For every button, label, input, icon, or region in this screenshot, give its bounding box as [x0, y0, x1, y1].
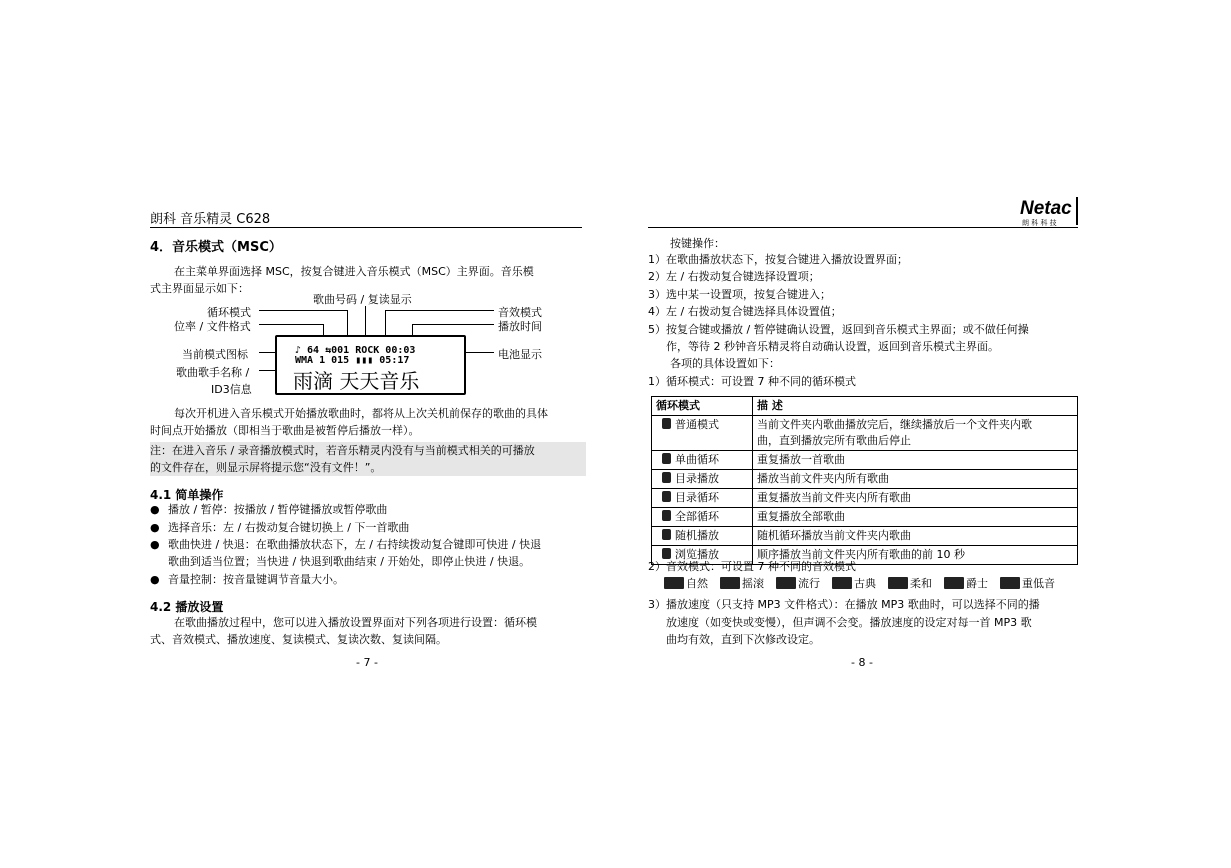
eq-mode-item [832, 577, 876, 590]
mode-label: 全部循环 [675, 510, 719, 523]
p42-line2: 式、音效模式、播放速度、复读模式、复读次数、复读间隔。 [150, 633, 447, 646]
settings-intro: 各项的具体设置如下： [670, 357, 780, 370]
bullet-dot: ● [150, 573, 160, 586]
speed-line2: 放速度（如变快或变慢），但声调不会变。播放速度的设定对每一首 MP3 歌 [666, 616, 1032, 629]
leader-bitrate [259, 324, 323, 325]
left-page-number: - 7 - [356, 656, 378, 669]
mode-cell [652, 527, 753, 546]
desc-line: 重复播放一首歌曲 [757, 453, 845, 466]
eq-mode-icon [944, 577, 964, 589]
speed-line1: 3）播放速度（只支持 MP3 文件格式）：在播放 MP3 歌曲时，可以选择不同的播 [648, 598, 1040, 611]
loop-mode-icon [662, 472, 671, 483]
eq-mode-list [664, 575, 1067, 592]
desc-cell [753, 527, 1078, 546]
lcd-screen [275, 335, 466, 395]
table-row [652, 489, 1078, 508]
desc-line: 随机循环播放当前文件夹内歌曲 [757, 529, 911, 542]
subheading-4-1: 4.1 简单操作 [150, 488, 224, 502]
mode-cell [652, 416, 753, 451]
mode-label: 目录播放 [675, 472, 719, 485]
p42-line1: 在歌曲播放过程中，您可以进入播放设置界面对下列各项进行设置：循环模 [174, 616, 537, 629]
speed-line3: 曲均有效，直到下次修改设定。 [666, 633, 820, 646]
subheading-4-2: 4.2 播放设置 [150, 600, 224, 614]
logo-subtitle: 朗 科 科 技 [1022, 219, 1057, 227]
intro-line2: 式主界面显示如下： [150, 282, 249, 295]
loop-modes-table [651, 396, 1078, 565]
desc-line: 当前文件夹内歌曲播放完后，继续播放后一个文件夹内歌 [757, 418, 1032, 431]
desc-line: 顺序播放当前文件夹内所有歌曲的前 10 秒 [757, 548, 965, 561]
op-3: 3）选中某一设置项，按复合键进入； [648, 288, 831, 301]
bullet-text: 音量控制：按音量键调节音量大小。 [168, 573, 344, 586]
right-header-rule [648, 227, 1078, 228]
eq-mode-item [664, 577, 708, 590]
label-bitrate: 位率 / 文件格式 [174, 320, 251, 333]
eq-mode-icon [720, 577, 740, 589]
bullet-text: 歌曲快进 / 快退：在歌曲播放状态下，左 / 右持续拨动复合键即可快进 / 快退 [168, 538, 542, 551]
desc-line: 曲，直到播放完所有歌曲后停止 [757, 434, 911, 447]
th-desc: 描 述 [753, 397, 1078, 416]
lcd-status-row-2: WMA 1 015 ▮▮▮ 05:17 [295, 355, 410, 366]
label-track-repeat: 歌曲号码 / 复读显示 [313, 293, 412, 306]
mode-cell [652, 451, 753, 470]
eq-mode-icon [664, 577, 684, 589]
mode-cell [652, 489, 753, 508]
th-mode: 循环模式 [652, 397, 753, 416]
lcd-status-row-1: ♪ 64 ⇆001 ROCK 00:03 [295, 345, 416, 356]
mode-label: 普通模式 [675, 418, 719, 431]
lcd-song-title: 雨滴 天天音乐 [293, 369, 420, 393]
eq-mode-label: 流行 [798, 577, 820, 590]
bullet-dot: ● [150, 538, 160, 551]
eq-mode-label: 古典 [854, 577, 876, 590]
eq-mode-label: 柔和 [910, 577, 932, 590]
loop-mode-icon [662, 510, 671, 521]
logo-wordmark: Netac [1020, 198, 1072, 219]
left-header-rule [150, 227, 582, 228]
para1-line1: 每次开机进入音乐模式开始播放歌曲时，都将从上次关机前保存的歌曲的具体 [174, 407, 548, 420]
intro-line1: 在主菜单界面选择 MSC，按复合键进入音乐模式（MSC）主界面。音乐模 [174, 265, 534, 278]
label-eq: 音效模式 [498, 306, 542, 319]
label-current-mode: 当前模式图标 [182, 348, 248, 361]
desc-cell [753, 489, 1078, 508]
table-row [652, 508, 1078, 527]
bullet-seek [150, 536, 541, 553]
eq-title: 2）音效模式：可设置 7 种不同的音效模式 [648, 560, 856, 573]
bullet-text: 选择音乐：左 / 右拨动复合键切换上 / 下一首歌曲 [168, 521, 410, 534]
mode-label: 单曲循环 [675, 453, 719, 466]
section-title: 4．音乐模式（MSC） [150, 240, 282, 255]
table-row [652, 416, 1078, 451]
bullet-dot: ● [150, 521, 160, 534]
desc-line: 播放当前文件夹内所有歌曲 [757, 472, 889, 485]
bullet-dot: ● [150, 503, 160, 516]
label-artist-2: ID3信息 [211, 383, 252, 396]
logo-bar [1076, 197, 1078, 225]
desc-cell [753, 451, 1078, 470]
op-2: 2）左 / 右拨动复合键选择设置项； [648, 270, 820, 283]
table-row [652, 527, 1078, 546]
loop-mode-icon [662, 418, 671, 429]
table-header-row [652, 397, 1078, 416]
eq-mode-label: 爵士 [966, 577, 988, 590]
mode-label: 目录循环 [675, 491, 719, 504]
leader-time [412, 324, 494, 325]
eq-mode-icon [1000, 577, 1020, 589]
desc-cell [753, 416, 1078, 451]
loop-mode-icon [662, 491, 671, 502]
mode-label: 随机播放 [675, 529, 719, 542]
right-page-number: - 8 - [851, 656, 873, 669]
eq-mode-icon [832, 577, 852, 589]
note-line1: 注：在进入音乐 / 录音播放模式时，若音乐精灵内没有与当前模式相关的可播放 [150, 444, 535, 457]
op-5-line2: 作，等待 2 秒钟音乐精灵将自动确认设置，返回到音乐模式主界面。 [666, 340, 999, 353]
eq-mode-label: 摇滚 [742, 577, 764, 590]
label-loop-mode: 循环模式 [207, 306, 251, 319]
label-time: 播放时间 [498, 320, 542, 333]
eq-mode-label: 重低音 [1022, 577, 1055, 590]
eq-mode-item [1000, 577, 1055, 590]
eq-mode-item [720, 577, 764, 590]
ops-title: 按键操作： [670, 237, 725, 250]
label-artist-1: 歌曲歌手名称 / [176, 366, 250, 379]
eq-mode-icon [888, 577, 908, 589]
leader-eq [385, 310, 494, 311]
eq-mode-label: 自然 [686, 577, 708, 590]
leader-loop [259, 310, 347, 311]
desc-cell [753, 470, 1078, 489]
eq-mode-item [888, 577, 932, 590]
eq-mode-item [776, 577, 820, 590]
desc-line: 重复播放当前文件夹内所有歌曲 [757, 491, 911, 504]
bullet-seek-cont: 歌曲到适当位置；当快进 / 快退到歌曲结束 / 开始处，即停止快进 / 快退。 [168, 555, 531, 568]
eq-mode-icon [776, 577, 796, 589]
note-line2: 的文件存在，则显示屏将提示您“没有文件！”。 [150, 461, 382, 474]
mode-label: 浏览播放 [675, 548, 719, 561]
loop-mode-icon [662, 453, 671, 464]
bullet-select-music [150, 519, 409, 536]
loop-mode-icon [662, 529, 671, 540]
para1-line2: 时间点开始播放（即相当于歌曲是被暂停后播放一样）。 [150, 424, 420, 437]
loop-title: 1）循环模式：可设置 7 种不同的循环模式 [648, 375, 856, 388]
bullet-volume [150, 571, 344, 588]
mode-cell [652, 508, 753, 527]
desc-line: 重复播放全部歌曲 [757, 510, 845, 523]
bullet-text: 播放 / 暂停：按播放 / 暂停键播放或暂停歌曲 [168, 503, 388, 516]
bullet-play-pause [150, 501, 387, 518]
op-5-line1: 5）按复合键或播放 / 暂停键确认设置，返回到音乐模式主界面；或不做任何操 [648, 323, 1029, 336]
op-1: 1）在歌曲播放状态下，按复合键进入播放设置界面； [648, 253, 908, 266]
netac-logo [1020, 195, 1078, 229]
desc-cell [753, 508, 1078, 527]
op-4: 4）左 / 右拨动复合键选择具体设置值； [648, 305, 842, 318]
left-header: 朗科 音乐精灵 C628 [150, 212, 271, 227]
mode-cell [652, 470, 753, 489]
eq-mode-item [944, 577, 988, 590]
table-row [652, 470, 1078, 489]
table-row [652, 451, 1078, 470]
label-battery: 电池显示 [498, 348, 542, 361]
